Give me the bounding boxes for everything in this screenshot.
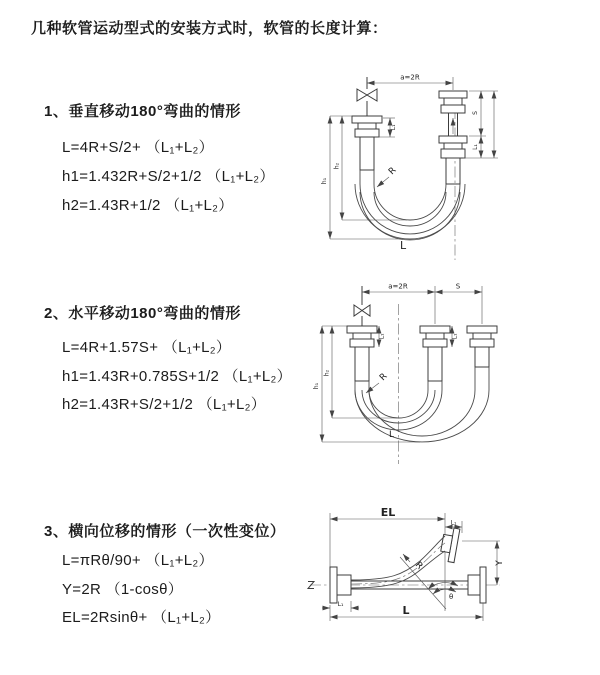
diagram-horizontal-180-bend (305, 278, 600, 475)
right-flange-bottom (439, 136, 467, 158)
left-flange (347, 326, 377, 347)
dim-label-s: S (455, 282, 461, 291)
dim-label-a2r: a=2R (388, 282, 408, 291)
page-title: 几种软管运动型式的安装方式时，软管的长度计算： (31, 20, 388, 37)
dim-label-l1-mid: L₁ (451, 333, 459, 340)
dim-label-h1: h₁ (321, 177, 328, 185)
left-flange (330, 567, 351, 603)
dim-label-l1-bottom: L₁ (337, 601, 344, 608)
dim-s-right (463, 91, 498, 158)
dim-l (330, 603, 483, 621)
section-3-formula-L: L=πRθ/90+ （L₁+L₂） (62, 552, 214, 569)
section-3-heading: 3、横向位移的情形（一次性变位） (44, 523, 286, 540)
dim-label-l: L (400, 239, 407, 252)
section-2-heading: 2、水平移动180°弯曲的情形 (44, 305, 241, 322)
dim-label-l1-left: L₁ (378, 333, 386, 340)
section-1-formula-h2: h2=1.43R+1/2 （L₁+L₂） (62, 197, 234, 214)
braided-hose-right (446, 158, 460, 184)
dim-label-a2r: a=2R (400, 73, 420, 82)
section-1-heading: 1、垂直移动180°弯曲的情形 (44, 103, 241, 120)
braided-hose-left (360, 137, 374, 170)
hose-curves (355, 367, 489, 442)
radius-callout (377, 166, 399, 187)
section-1-formula-h1: h1=1.432R+S/2+1/2 （L₁+L₂） (62, 168, 275, 185)
dim-label-s: S (472, 111, 479, 115)
dim-label-l: L (389, 430, 395, 440)
section-2-formula-h2: h2=1.43R+S/2+1/2 （L₁+L₂） (62, 396, 267, 413)
dim-label-r: R (378, 371, 390, 384)
dim-l1-left (379, 326, 386, 347)
section-2-formula-L: L=4R+1.57S+ （L₁+L₂） (62, 339, 232, 356)
section-1-formula-L: L=4R+S/2+ （L₁+L₂） (62, 139, 214, 156)
right-flange-top (439, 91, 467, 113)
dim-label-r: R (412, 560, 425, 572)
dim-label-theta: θ (449, 593, 454, 601)
dim-a2r (362, 283, 482, 325)
dim-label-l1-top: L₁ (450, 519, 457, 527)
dim-label-h2: h₂ (323, 369, 331, 377)
dim-label-el: EL (380, 506, 396, 519)
dim-label-h1: h₁ (313, 382, 320, 390)
section-3-formula-EL: EL=2Rsinθ+ （L₁+L₂） (62, 609, 221, 626)
braided-hose-middle (428, 347, 442, 381)
dim-label-l1-left: L₁ (390, 124, 397, 131)
hose-curves (355, 170, 465, 240)
diagram-lateral-displacement (300, 505, 600, 655)
right-flange (468, 567, 486, 603)
upper-flange-moved (439, 527, 460, 563)
middle-flange (420, 326, 450, 347)
radius-callout (366, 372, 390, 393)
braided-hose-left (355, 347, 369, 381)
diagram-vertical-180-bend (305, 66, 600, 266)
section-2-formula-h1: h1=1.43R+0.785S+1/2 （L₁+L₂） (62, 368, 292, 385)
dim-label-r: R (387, 165, 399, 178)
dim-a2r (367, 74, 453, 91)
braided-hose-right (475, 347, 489, 367)
right-flange-moved (467, 326, 497, 347)
hose-curves (351, 536, 445, 588)
dim-label-l: L (402, 604, 410, 617)
left-flange (352, 116, 382, 137)
dim-l1-mid (452, 326, 459, 347)
dim-l1-bottom (322, 601, 359, 612)
section-3-formula-Y: Y=2R （1-cosθ） (62, 581, 184, 598)
dim-label-h2: h₂ (333, 162, 341, 170)
dim-label-l1-right: L₁ (472, 144, 479, 150)
dim-label-y: Y (495, 560, 505, 566)
